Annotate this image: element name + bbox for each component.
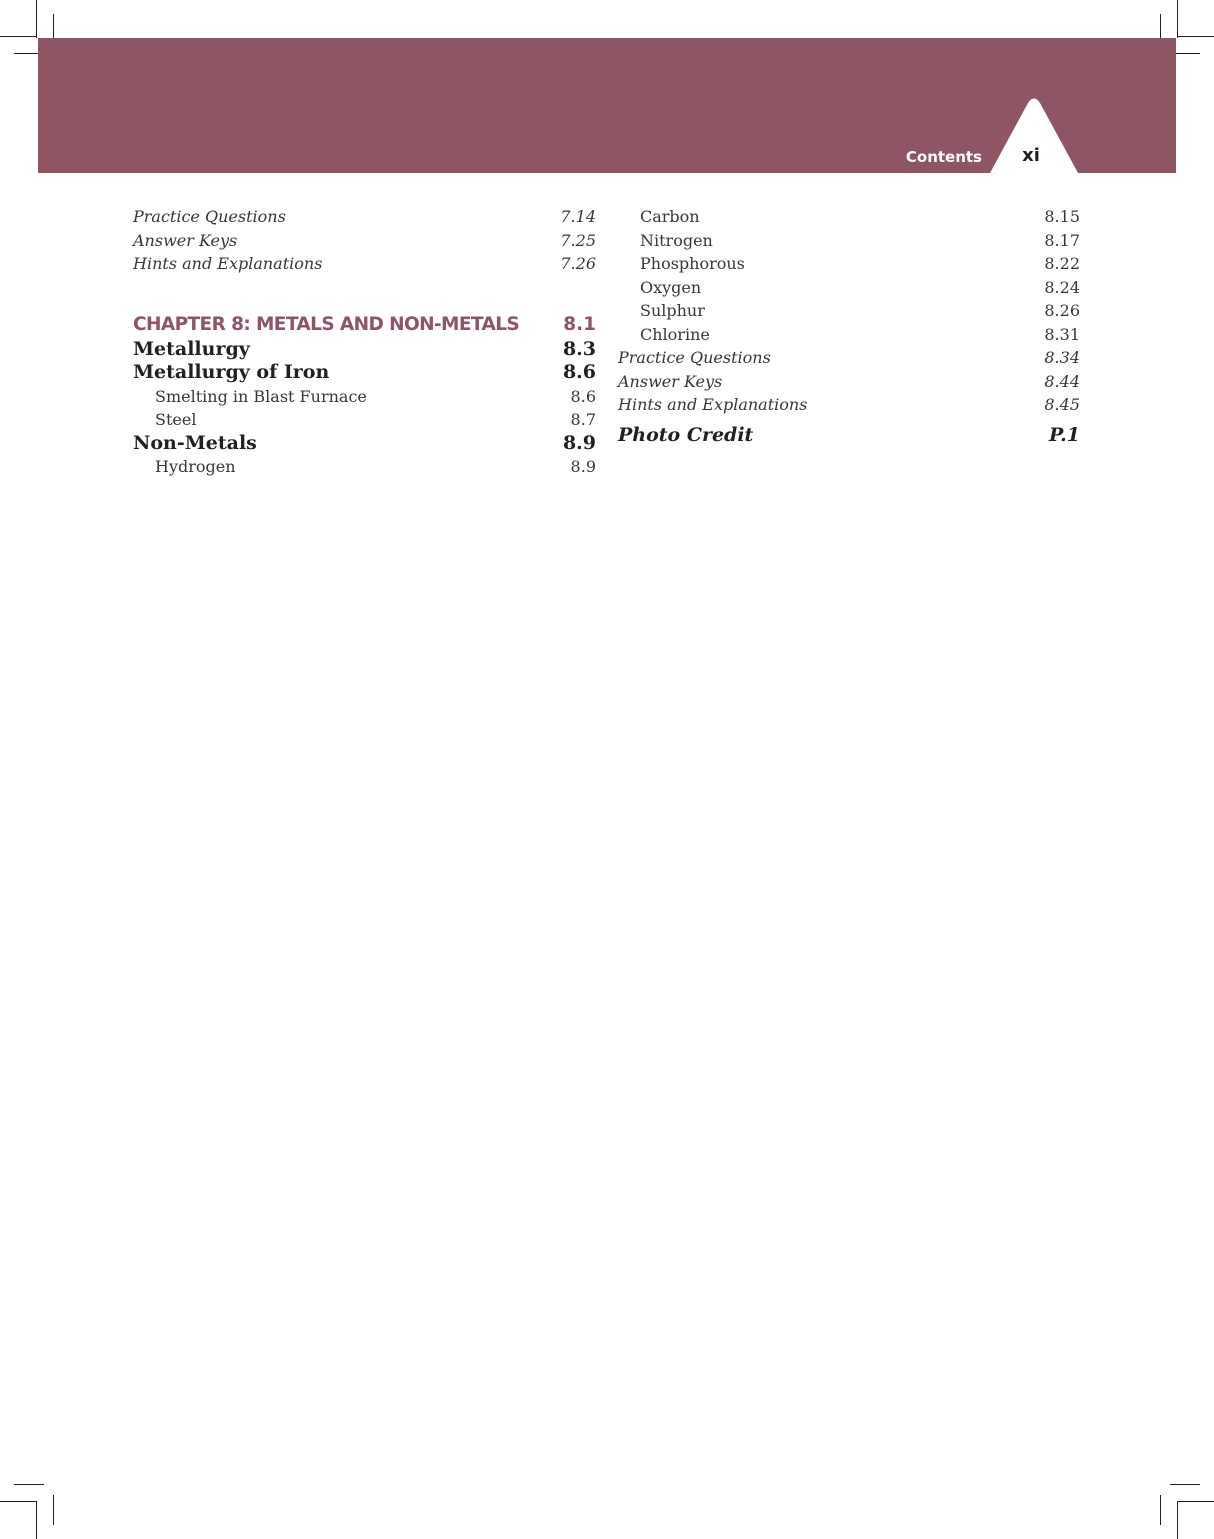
toc-entry-title: Practice Questions (133, 207, 286, 226)
toc-entry-page: 8.44 (1044, 371, 1080, 391)
toc-entry-page: 8.1 (563, 313, 596, 335)
toc-entry-sub (618, 205, 1080, 229)
toc-entry-title: Sulphur (640, 301, 705, 320)
crop-mark (0, 36, 36, 37)
toc-entry-title: Answer Keys (133, 230, 238, 250)
toc-entry-sub (618, 299, 1080, 323)
toc-entry-page: 8.24 (1044, 277, 1080, 297)
toc-entry-title: Chlorine (640, 324, 710, 344)
toc-entry-italic (618, 370, 1080, 394)
running-header-label: Contents (905, 148, 982, 166)
toc-entry-page: 8.45 (1044, 395, 1080, 414)
toc-entry-page: 8.34 (1044, 348, 1080, 367)
toc-entry-page: 8.31 (1044, 324, 1080, 344)
crop-mark (1178, 36, 1214, 37)
toc-entry-page: 8.7 (570, 410, 596, 429)
toc-entry-page: 7.26 (560, 254, 596, 273)
toc-entry-title: Hydrogen (155, 457, 236, 476)
toc-entry-italic (133, 229, 596, 253)
crop-mark (36, 1501, 37, 1539)
toc-entry-sub (133, 408, 596, 432)
toc-entry-page: 8.3 (562, 337, 596, 360)
toc-entry-title: Steel (155, 410, 197, 429)
toc-entry-title: Nitrogen (640, 230, 713, 250)
crop-mark (1170, 1484, 1200, 1485)
toc-entry-sub (618, 323, 1080, 347)
toc-entry-title: Hints and Explanations (618, 395, 808, 414)
toc-entry-page: 7.14 (560, 207, 596, 226)
toc-column-right (618, 205, 1080, 450)
toc-entry-page: 8.22 (1044, 254, 1080, 273)
toc-entry-sub (618, 276, 1080, 300)
toc-entry-title: Oxygen (640, 277, 702, 297)
crop-mark (53, 1495, 54, 1525)
toc-entry-title: Practice Questions (618, 348, 771, 367)
toc-entry-page: 8.6 (570, 386, 596, 406)
toc-entry-photo (618, 420, 1080, 450)
toc-entry-title: Photo Credit (618, 423, 754, 446)
crop-mark (1177, 1501, 1178, 1539)
toc-entry-italic (133, 205, 596, 229)
toc-column-left (133, 205, 596, 479)
toc-entry-chapter (133, 312, 596, 338)
toc-entry-page: P.1 (1049, 423, 1080, 446)
toc-entry-title: Metallurgy of Iron (133, 361, 330, 383)
toc-entry-page: 8.26 (1044, 301, 1080, 320)
toc-entry-italic (618, 346, 1080, 370)
crop-mark (36, 0, 37, 38)
toc-entry-title: Non-Metals (133, 431, 257, 454)
toc-entry-page: 8.9 (570, 457, 596, 476)
toc-entry-page: 7.25 (560, 230, 596, 250)
toc-entry-title: Hints and Explanations (133, 254, 323, 273)
toc-entry-page: 8.17 (1044, 230, 1080, 250)
crop-mark (1177, 0, 1178, 38)
crop-mark (1160, 1495, 1161, 1525)
toc-entry-page: 8.6 (562, 361, 596, 383)
toc-entry-title: Answer Keys (618, 371, 723, 391)
page-folio: xi (1022, 145, 1040, 166)
toc-entry-title: Phosphorous (640, 254, 745, 273)
toc-entry-bold (133, 361, 596, 385)
toc-entry-sub (618, 252, 1080, 276)
toc-entry-title: Smelting in Blast Furnace (155, 386, 367, 406)
crop-mark (1178, 1501, 1214, 1502)
toc-entry-sub (618, 229, 1080, 253)
crop-mark (0, 1501, 36, 1502)
toc-entry-italic (618, 393, 1080, 417)
toc-entry-italic (133, 252, 596, 276)
toc-entry-title: Carbon (640, 207, 700, 226)
toc-entry-page: 8.15 (1044, 207, 1080, 226)
toc-entry-sub (133, 385, 596, 409)
toc-entry-bold (133, 432, 596, 456)
toc-entry-page: 8.9 (562, 431, 596, 454)
toc-entry-sub (133, 455, 596, 479)
toc-entry-bold (133, 338, 596, 362)
crop-mark (14, 1484, 44, 1485)
toc-entry-title: CHAPTER 8: METALS AND NON-METALS (133, 313, 520, 335)
toc-entry-title: Metallurgy (133, 337, 250, 360)
